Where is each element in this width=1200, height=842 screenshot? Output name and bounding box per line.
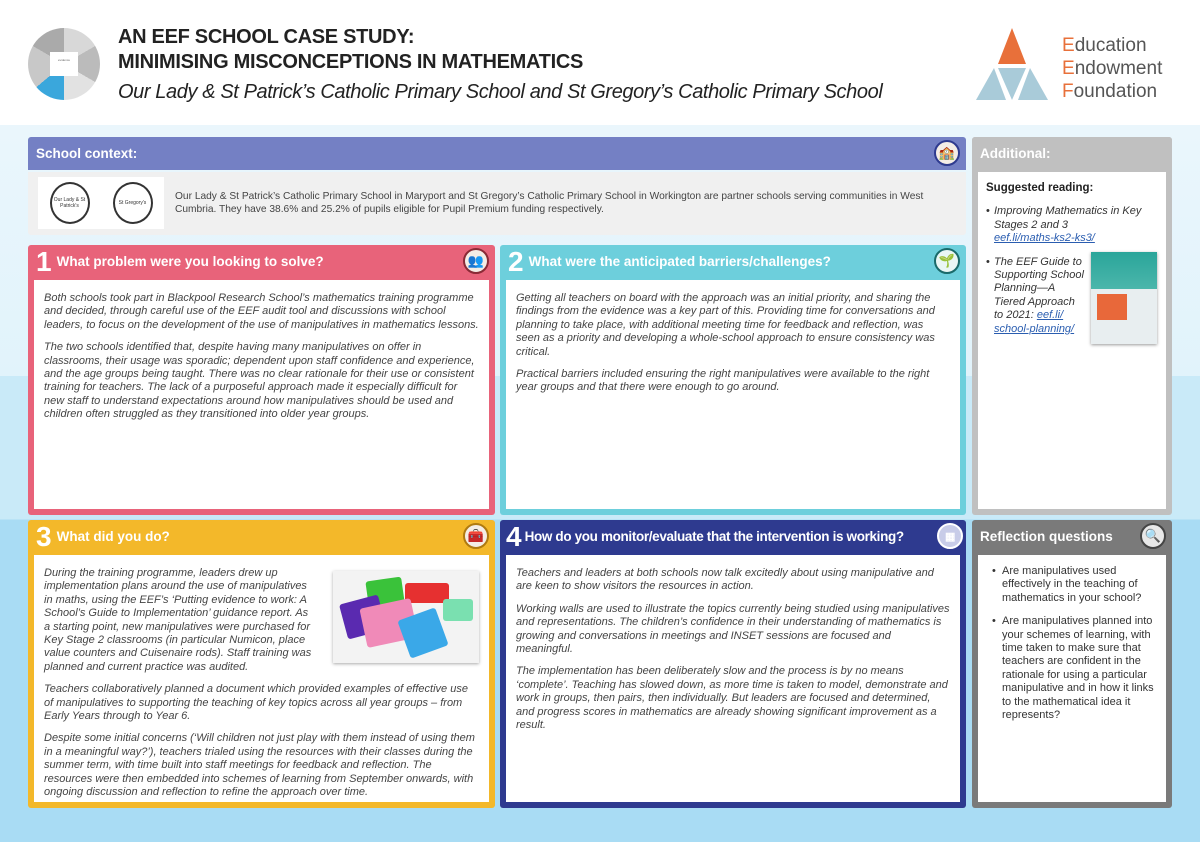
header (0, 0, 1200, 125)
paragraph: Getting all teachers on board with the approach was an initial priority, and sharing the findings from the evidence was a key part of this. Providing time for conversations and planning to take place, with additional meeting time for feedback and reflection, was seen as a priority and developing a whole-school approach to ensure consistency was critical. (516, 292, 935, 358)
panel-title: Reflection questions (980, 529, 1113, 544)
title-line2: MINIMISING MISCONCEPTIONS IN MATHEMATICS (118, 51, 584, 73)
reading-item: • The EEF Guide to Supporting School Planning—A Tiered Approach to 2021: eef.li/ school-planning/ (986, 256, 1084, 336)
panel-title: How do you monitor/evaluate that the intervention is working? (524, 529, 904, 544)
tools-icon: 🧰 (463, 523, 489, 549)
panel-title: What did you do? (56, 529, 170, 544)
panel-title: What problem were you looking to solve? (56, 254, 324, 269)
panel-4 (500, 520, 966, 808)
paragraph: Both schools took part in Blackpool Research School’s mathematics training programme and decided, through careful use of the EEF audit tool and discussions with school leaders, to focus on the development of the use of manipulatives in mathematics lessons. (44, 292, 479, 331)
subtitle: Our Lady & St Patrick’s Catholic Primary School and St Gregory’s Catholic Primary School (118, 81, 883, 103)
reading-link[interactable]: eef.li/maths-ks2-ks3/ (994, 232, 1095, 245)
st-gregory-logo: St Gregory's (113, 182, 153, 224)
paragraph: Teachers collaboratively planned a document which provided examples of effective use of manipulatives to supporting the teaching of key topics across all year groups – from Early Years through to Year 6. (44, 683, 468, 723)
paragraph: Teachers and leaders at both schools now talk excitedly about using manipulative and are keen to show visitors the resources in action. (516, 567, 934, 593)
school-context-panel (28, 137, 966, 235)
eef-logo-text: Education Endowment Foundation (1062, 35, 1163, 102)
eef-logo-icon (976, 28, 1048, 100)
paragraph: Working walls are used to illustrate the topics currently being studied using manipulatives and representations. The children’s confidence in their understanding of mathematics is growing and conversations in meetings and INSET sessions are focused and meaningful. (516, 602, 950, 656)
chart-icon: ▦ (937, 523, 963, 549)
additional-panel (972, 137, 1172, 515)
suggested-reading-heading: Suggested reading: (986, 182, 1094, 194)
paragraph: Despite some initial concerns (‘Will children not just play with them instead of using them in a meaningful way?’), teachers trialed using the resources with their classes during the summer term, with time built into staff meetings for feedback and reflection. The resources were then embedded into schemes of learning from September onwards, with ongoing discussion and reflection to refine the approach over time. (44, 732, 475, 799)
reflection-question: • Are manipulatives used effectively in the teaching of mathematics in your school? (992, 565, 1158, 605)
context-text: Our Lady & St Patrick’s Catholic Primary School in Maryport and St Gregory’s Catholic Primary School in Workington are partner schools serving communities in West Cumbria. They have 38.6% and 25.2% of pupils eligible for Pupil Premium funding respectively. (175, 191, 924, 215)
manipulatives-photo (333, 571, 479, 663)
panel-title: School context: (36, 146, 138, 161)
title-line1: AN EEF SCHOOL CASE STUDY: (118, 26, 415, 48)
reflection-question: • Are manipulatives planned into your schemes of learning, with time taken to make sure that teachers are confident in the rationale for using a particular manipulative and in how it links to the mathematical idea it represents? (992, 615, 1158, 722)
reflection-panel (972, 520, 1172, 808)
paragraph: During the training programme, leaders drew up implementation plans around the use of manipulatives in maths, using the EEF’s ‘Putting evidence to work: A School’s Guide to Implementation’ guidance report. As a starting point, new manipulatives were purchased for Key Stage 2 classrooms (in particular Numicon, place value counters and Cuisenaire rods). Staff training was planned and current practice was audited. (44, 567, 312, 673)
our-lady-logo: Our Lady & St Patrick's (50, 182, 90, 224)
reading-link[interactable]: eef.li/ school-planning/ (994, 309, 1075, 335)
school-logos (38, 177, 164, 229)
paragraph: Practical barriers included ensuring the right manipulatives were available to the right year groups and that there were enough to go around. (516, 368, 930, 394)
panel-number: 4 (506, 520, 522, 552)
panel-title: Additional: (980, 146, 1051, 161)
school-icon: 🏫 (934, 140, 960, 166)
paragraph: The implementation has been deliberately slow and the process is by no means ‘complete’. Teaching has slowed down, as more time is taken to model, demonstrate and work in groups, then pairs, then individually. But leaders are focused and determined, and progress scores in mathematics are already showing significant improvement as a result. (516, 665, 948, 732)
panel-number: 3 (36, 520, 52, 552)
panel-1 (28, 245, 495, 515)
magnifier-icon: 🔍 (1140, 523, 1166, 549)
research-schools-seal: evidence (28, 28, 100, 100)
guide-cover-image (1091, 252, 1157, 344)
reading-item: • Improving Mathematics in Key Stages 2 and 3 eef.li/maths-ks2-ks3/ (986, 205, 1158, 245)
panel-title: What were the anticipated barriers/challenges? (528, 254, 831, 269)
paragraph: The two schools identified that, despite having many manipulatives on offer in classrooms, their usage was sporadic; dependent upon staff confidence and experience, and the age groups being taught. There was no clear rationale for their use or consistent training for teachers. The lack of a purposeful approach made it especially difficult for new staff to understand expectations around how manipulatives should be used and children often struggled as they transitioned into older year groups. (44, 341, 475, 421)
panel-2 (500, 245, 966, 515)
people-icon: 👥 (463, 248, 489, 274)
panel-3 (28, 520, 495, 808)
plant-icon: 🌱 (934, 248, 960, 274)
panel-number: 1 (36, 245, 52, 277)
panel-number: 2 (508, 245, 524, 277)
